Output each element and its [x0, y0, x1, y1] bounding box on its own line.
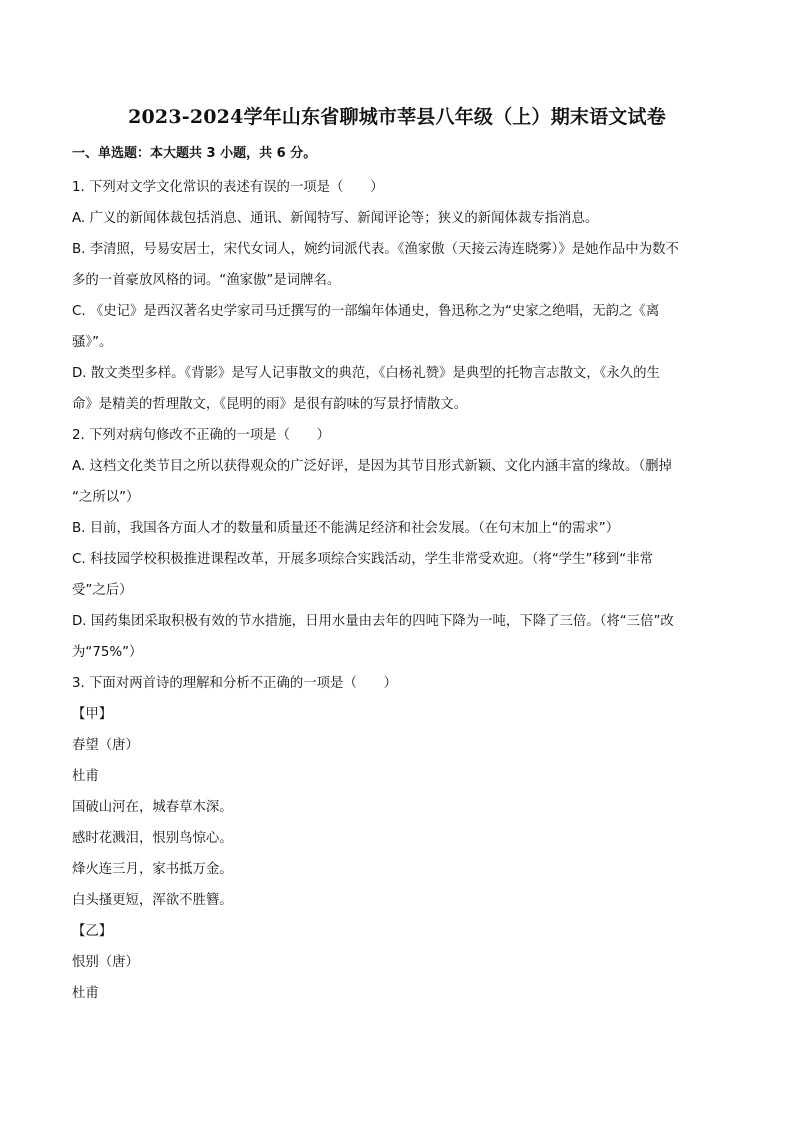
question-3-stem: 3. 下面对两首诗的理解和分析不正确的一项是（ ）: [72, 676, 398, 691]
question-1-option-d-line-1: D. 散文类型多样。《背影》是写人记事散文的典范，《白杨礼赞》是典型的托物言志散文，《永久的生: [72, 366, 660, 381]
exam-title: 2023-2024学年山东省聊城市莘县八年级（上）期末语文试卷: [128, 106, 666, 128]
question-2-option-d-line-2: 为“75%”）: [72, 645, 143, 660]
poem-jia-line-3: 烽火连三月，家书抵万金。: [72, 862, 233, 877]
question-1-option-b-line-2: 多的一首豪放风格的词。“渔家傲”是词牌名。: [72, 273, 341, 288]
question-1-option-d-line-2: 命》是精美的哲理散文，《昆明的雨》是很有韵味的写景抒情散文。: [72, 397, 468, 412]
question-2-option-c-line-2: 受”之后）: [72, 583, 133, 598]
poem-jia-line-1: 国破山河在，城春草木深。: [72, 800, 233, 815]
question-2-option-c-line-1: C. 科技园学校积极推进课程改革，开展多项综合实践活动，学生非常受欢迎。（将“学生”移到“非常: [72, 552, 653, 567]
question-2-option-a-line-2: “之所以”）: [72, 490, 140, 505]
question-1-option-a: A. 广义的新闻体裁包括消息、通讯、新闻特写、新闻评论等；狭义的新闻体裁专指消息。: [72, 211, 599, 226]
question-1-stem: 1. 下列对文学文化常识的表述有误的一项是（ ）: [72, 180, 384, 195]
question-2-option-d-line-1: D. 国药集团采取积极有效的节水措施，日用水量由去年的四吨下降为一吨，下降了三倍。（将“三倍”改: [72, 614, 674, 629]
question-1-option-c-line-1: C. 《史记》是西汉著名史学家司马迁撰写的一部编年体通史，鲁迅称之为“史家之绝唱，无韵之《离: [72, 304, 660, 319]
poem-jia-author: 杜甫: [72, 769, 99, 784]
question-2-option-a-line-1: A. 这档文化类节目之所以获得观众的广泛好评，是因为其节目形式新颖、文化内涵丰富的缘故。（删掉: [72, 459, 672, 474]
question-2-stem: 2. 下列对病句修改不正确的一项是（ ）: [72, 428, 331, 443]
poem-yi-author: 杜甫: [72, 986, 99, 1001]
poem-jia-line-4: 白头搔更短，浑欲不胜簪。: [72, 893, 233, 908]
question-1-option-b-line-1: B. 李清照，号易安居士，宋代女词人，婉约词派代表。《渔家傲（天接云涛连晓雾）》是她作品中为数不: [72, 242, 679, 257]
question-1-option-c-line-2: 骚》”。: [72, 335, 113, 350]
poem-jia-title: 春望（唐）: [72, 738, 139, 753]
question-2-option-b: B. 目前，我国各方面人才的数量和质量还不能满足经济和社会发展。（在句末加上“的需求”）: [72, 521, 620, 536]
poem-yi-title: 恨别（唐）: [72, 955, 139, 970]
section-heading: 一、单选题：本大题共 3 小题，共 6 分。: [72, 146, 317, 161]
poem-jia-line-2: 感时花溅泪，恨别鸟惊心。: [72, 831, 233, 846]
exam-content: [72, 172, 724, 1009]
poem-jia-marker: 【甲】: [72, 707, 113, 722]
poem-yi-marker: 【乙】: [72, 924, 113, 939]
